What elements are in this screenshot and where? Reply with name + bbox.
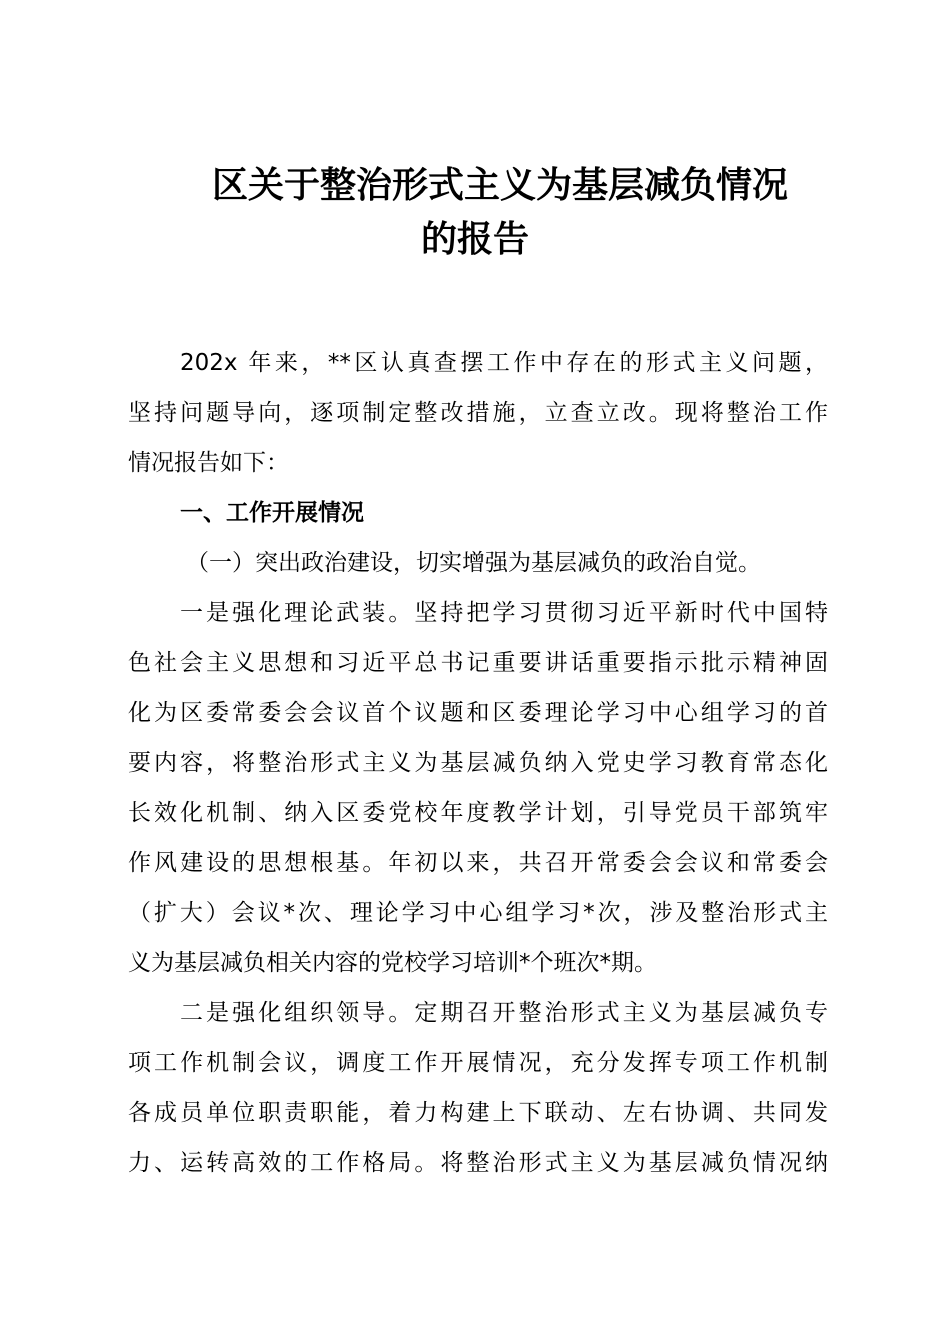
para1-line-7: （扩大）会议*次、理论学习中心组学习*次，涉及整治形式主 xyxy=(128,900,828,926)
intro-line-3: 情况报告如下： xyxy=(128,450,289,476)
intro-line-1: 202x 年来，**区认真查摆工作中存在的形式主义问题， xyxy=(180,350,828,376)
para2-line-1: 二是强化组织领导。定期召开整治形式主义为基层减负专 xyxy=(180,1000,828,1026)
para2-line-2: 项工作机制会议，调度工作开展情况，充分发挥专项工作机制 xyxy=(128,1050,828,1076)
subsection-heading: （一）突出政治建设，切实增强为基层减负的政治自觉。 xyxy=(186,550,761,576)
intro-line-2: 坚持问题导向，逐项制定整改措施，立查立改。现将整治工作 xyxy=(128,400,828,426)
section-heading: 一、工作开展情况 xyxy=(180,500,364,526)
para1-line-6: 作风建设的思想根基。年初以来，共召开常委会会议和常委会 xyxy=(128,850,828,876)
document-title-line-2: 的报告 xyxy=(420,219,529,260)
para1-line-5: 长效化机制、纳入区委党校年度教学计划，引导党员干部筑牢 xyxy=(128,800,828,826)
para1-line-4: 要内容，将整治形式主义为基层减负纳入党史学习教育常态化 xyxy=(128,750,828,776)
para1-line-2: 色社会主义思想和习近平总书记重要讲话重要指示批示精神固 xyxy=(128,650,828,676)
document-title-line-1: 区关于整治形式主义为基层减负情况 xyxy=(211,165,788,206)
para2-line-3: 各成员单位职责职能，着力构建上下联动、左右协调、共同发 xyxy=(128,1100,828,1126)
para1-line-8: 义为基层减负相关内容的党校学习培训*个班次*期。 xyxy=(128,950,657,976)
para1-line-1: 一是强化理论武装。坚持把学习贯彻习近平新时代中国特 xyxy=(180,600,828,626)
para2-line-4: 力、运转高效的工作格局。将整治形式主义为基层减负情况纳 xyxy=(128,1150,828,1176)
para1-line-3: 化为区委常委会会议首个议题和区委理论学习中心组学习的首 xyxy=(128,700,828,726)
